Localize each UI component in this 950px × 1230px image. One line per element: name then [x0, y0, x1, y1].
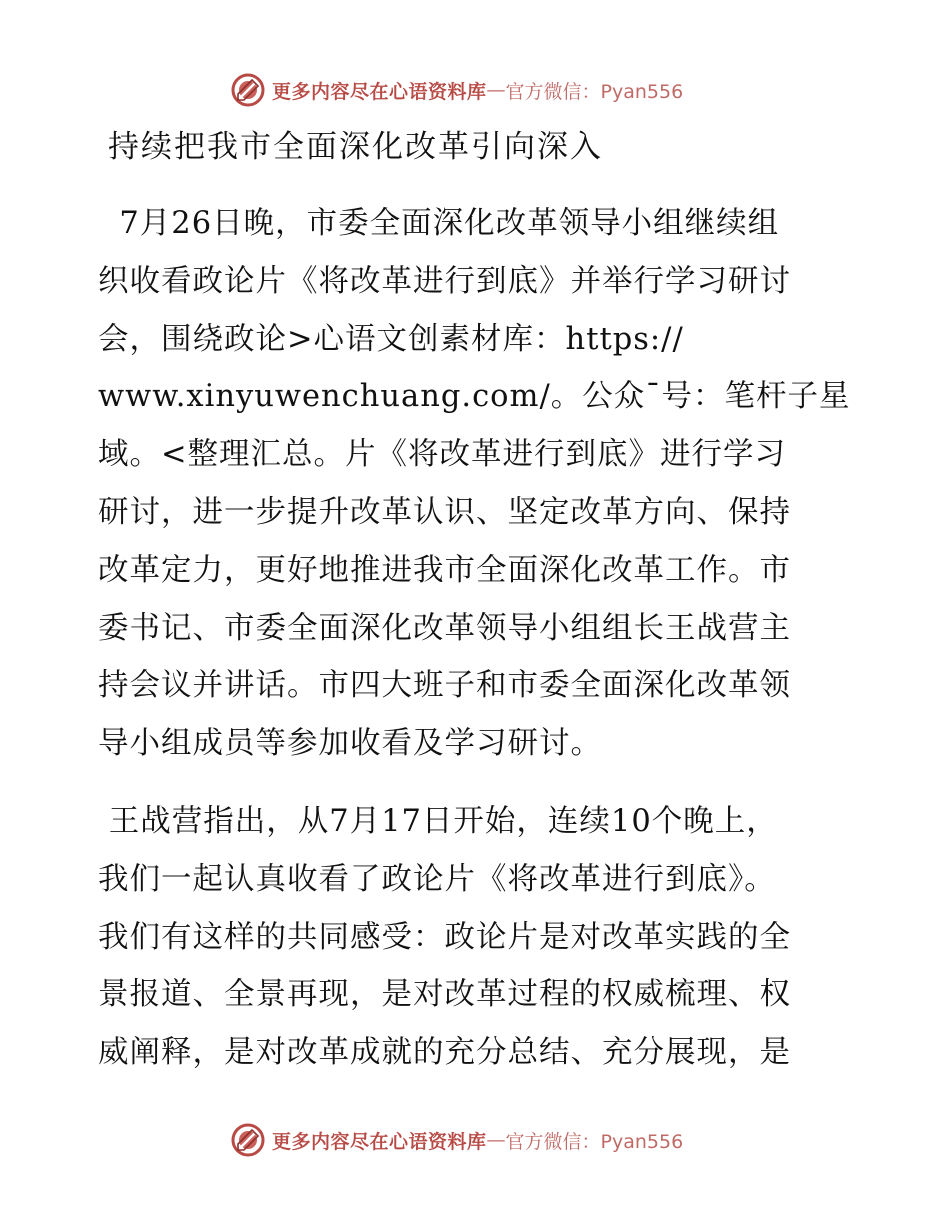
text-line: 持会议并讲话。市四大班子和市委全面深化改革领 — [98, 668, 791, 704]
text-line: 我们一起认真收看了政论片《将改革进行到底》。 — [98, 861, 776, 897]
text-line: 威阐释，是对改革成就的充分总结、充分展现，是 — [98, 1035, 791, 1071]
text-line: 改革定力，更好地推进我市全面深化改革工作。市 — [98, 552, 791, 588]
text-line: 委书记、市委全面深化改革领导小组组长王战营主 — [98, 610, 791, 646]
text-line: 我们有这样的共同感受：政论片是对改革实践的全 — [98, 919, 791, 955]
banner-site-text: 更多内容尽在心语资料库 — [272, 1130, 487, 1153]
text-line: 王战营指出，从7月17日开始，连续10个晚上， — [98, 804, 778, 839]
brand-logo-icon — [230, 1122, 266, 1158]
page-title: 持续把我市全面深化改革引向深入 — [108, 129, 603, 165]
text-line: 景报道、全景再现，是对改革过程的权威梳理、权 — [98, 977, 791, 1013]
banner-site-text: 更多内容尽在心语资料库 — [272, 80, 487, 103]
text-line: 研讨，进一步提升改革认识、坚定改革方向、保持 — [98, 494, 791, 530]
paragraph-2 — [98, 793, 854, 1082]
text-line: 导小组成员等参加收看及学习研讨。 — [98, 726, 602, 762]
text-line: 域。<整理汇总。片《将改革进行到底》进行学习 — [98, 437, 787, 473]
paragraph-1 — [98, 195, 854, 773]
text-line: 7月26日晚，市委全面深化改革领导小组继续组 — [98, 206, 780, 241]
text-line: www.xinyuwenchuang.com/。公众¯号：笔杆子星 — [98, 379, 851, 415]
text-line: 织收看政论片《将改革进行到底》并举行学习研讨 — [98, 263, 791, 299]
banner-separator: — — [486, 1129, 506, 1151]
brand-logo-icon — [230, 72, 266, 108]
banner-wechat-text: 官方微信：Pyan556 — [505, 80, 684, 103]
banner-separator: — — [486, 79, 506, 101]
text-line: 会，围绕政论>心语文创素材库：https:// — [98, 321, 684, 357]
footer-banner[interactable] — [230, 1120, 750, 1160]
banner-wechat-text: 官方微信：Pyan556 — [505, 1130, 684, 1153]
header-banner[interactable] — [230, 70, 750, 110]
